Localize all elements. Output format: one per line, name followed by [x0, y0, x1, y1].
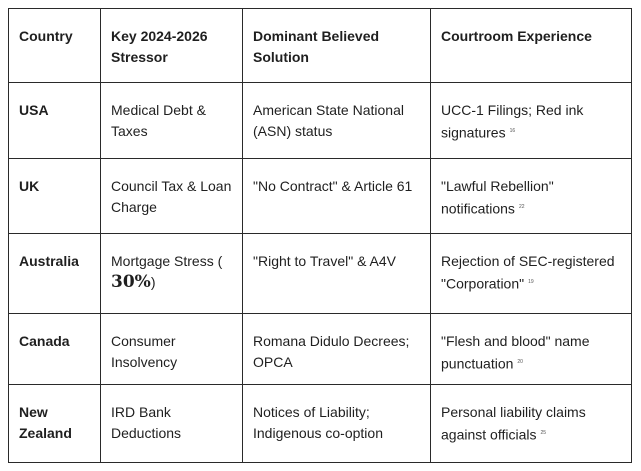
- country-cell: UK: [9, 159, 101, 234]
- courtroom-text: Personal liability claims against officials: [441, 404, 586, 443]
- country-comparison-table: [8, 8, 632, 463]
- stressor-value: 30%: [111, 272, 151, 292]
- table-header-row: [9, 9, 632, 83]
- country-cell: New Zealand: [9, 385, 101, 463]
- country-cell: Canada: [9, 314, 101, 385]
- table-row: [9, 83, 632, 159]
- courtroom-cell: [431, 234, 632, 314]
- solution-cell: "No Contract" & Article 61: [243, 159, 431, 234]
- courtroom-text: "Flesh and blood" name punctuation: [441, 333, 590, 372]
- table-row: [9, 234, 632, 314]
- stressor-cell: IRD Bank Deductions: [101, 385, 243, 463]
- stressor-cell: Consumer Insolvency: [101, 314, 243, 385]
- courtroom-text: Rejection of SEC-registered "Corporation": [441, 253, 615, 292]
- footnote-ref[interactable]: 25: [540, 430, 547, 436]
- footnote-ref[interactable]: 20: [517, 359, 523, 365]
- header-solution: Dominant Believed Solution: [243, 9, 431, 83]
- solution-cell: "Right to Travel" & A4V: [243, 234, 431, 314]
- header-courtroom: Courtroom Experience: [431, 9, 632, 83]
- stressor-cell: Council Tax & Loan Charge: [101, 159, 243, 234]
- header-country: Country: [9, 9, 101, 83]
- courtroom-text: UCC-1 Filings; Red ink signatures: [441, 102, 584, 141]
- courtroom-text: "Lawful Rebellion" notifications: [441, 178, 554, 217]
- country-cell: Australia: [9, 234, 101, 314]
- solution-cell: Romana Didulo Decrees; OPCA: [243, 314, 431, 385]
- footnote-ref[interactable]: 16: [509, 128, 516, 134]
- stressor-cell: Medical Debt & Taxes: [101, 83, 243, 159]
- courtroom-cell: [431, 83, 632, 159]
- table-row: [9, 159, 632, 234]
- header-stressor: Key 2024-2026 Stressor: [101, 9, 243, 83]
- stressor-suffix: ): [150, 274, 156, 290]
- table-row: [9, 314, 632, 385]
- stressor-cell: [101, 234, 243, 314]
- stressor-prefix: Mortgage Stress (: [111, 253, 223, 269]
- courtroom-cell: [431, 385, 632, 463]
- footnote-ref[interactable]: 19: [528, 279, 534, 285]
- courtroom-cell: [431, 159, 632, 234]
- footnote-ref[interactable]: 22: [518, 204, 525, 210]
- courtroom-cell: [431, 314, 632, 385]
- solution-cell: Notices of Liability; Indigenous co-option: [243, 385, 431, 463]
- country-cell: USA: [9, 83, 101, 159]
- table-row: [9, 385, 632, 463]
- solution-cell: American State National (ASN) status: [243, 83, 431, 159]
